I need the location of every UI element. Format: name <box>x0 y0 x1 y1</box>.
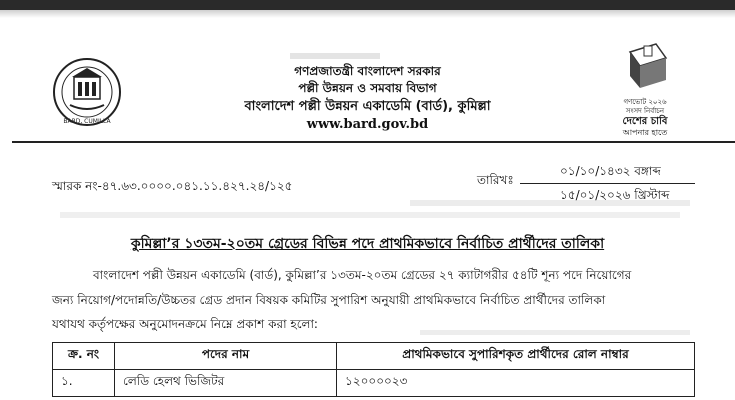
candidate-table <box>52 342 695 397</box>
govt-name: গণপ্রজাতন্ত্রী বাংলাদেশ সরকার <box>294 64 441 78</box>
election-logo-line: আপনার হাতে <box>622 128 668 137</box>
table-header-row <box>53 343 695 370</box>
table-row <box>53 370 695 397</box>
division-name: পল্লী উন্নয়ন ও সমবায় বিভাগ <box>298 81 437 95</box>
top-bar-shadow <box>0 10 735 18</box>
body-line: জন্য নিয়োগ/পদোন্নতি/উচ্চতর গ্রেড প্রদান বিষয়ক কমিটির সুপারিশ অনুযায়ী প্রাথমিকভাবে নির্বাচিত প্রার্থীদের তালিকা <box>52 293 606 307</box>
date-english: ১৫/০১/২০২৬ খ্রিস্টাব্দ <box>560 188 670 202</box>
post-name-cell: লেডি হেলথ ভিজিটর <box>115 370 337 397</box>
column-header: ক্র. নং <box>53 343 115 370</box>
serial-cell: ১. <box>53 370 115 397</box>
column-header: পদের নাম <box>115 343 337 370</box>
body-line: যথাযথ কর্তৃপক্ষের অনুমোদনক্রমে নিম্নে প্রকাশ করা হলো: <box>52 317 318 331</box>
date-divider <box>520 183 695 184</box>
election-logo-line: গণভোট ২০২৬ <box>623 98 667 106</box>
body-line: বাংলাদেশ পল্লী উন্নয়ন একাডেমি (বার্ড), কুমিল্লা’র ১৩তম-২০তম গ্রেডের ২৭ ক্যাটাগরীর ৫৪টি শূন্য পদে নিয়োগের <box>93 268 632 282</box>
document-title: কুমিল্লা’র ১৩তম-২০তম গ্রেডের বিভিন্ন পদে প্রাথমিকভাবে নির্বাচিত প্রার্থীদের তালিকা <box>130 236 605 252</box>
election-logo-line: দেশের চাবি <box>622 116 668 127</box>
header-divider <box>12 141 735 143</box>
academy-name: বাংলাদেশ পল্লী উন্নয়ন একাডেমি (বার্ড), কুমিল্লা <box>244 99 491 114</box>
column-header: প্রাথমিকভাবে সুপারিশকৃত প্রার্থীদের রোল নাম্বার <box>337 343 695 370</box>
bleed-through-mark <box>60 212 680 218</box>
roll-number-cell: ১২০০০০২৩ <box>337 370 695 397</box>
logo-caption: BARD, CUMILLA <box>63 118 111 125</box>
memo-reference: স্মারক নং-৪৭.৬৩.০০০০.০৪১.১১.৪২৭.২৪/১২৫ <box>52 179 293 193</box>
date-label: তারিখঃ <box>477 173 514 187</box>
window-top-bar <box>0 0 735 10</box>
date-bangla: ০১/১০/১৪৩২ বঙ্গাব্দ <box>560 164 661 178</box>
bleed-through-mark <box>290 53 380 59</box>
election-logo-line: সংসদ নির্বাচন <box>625 107 665 115</box>
website-link[interactable]: www.bard.gov.bd <box>306 117 429 132</box>
